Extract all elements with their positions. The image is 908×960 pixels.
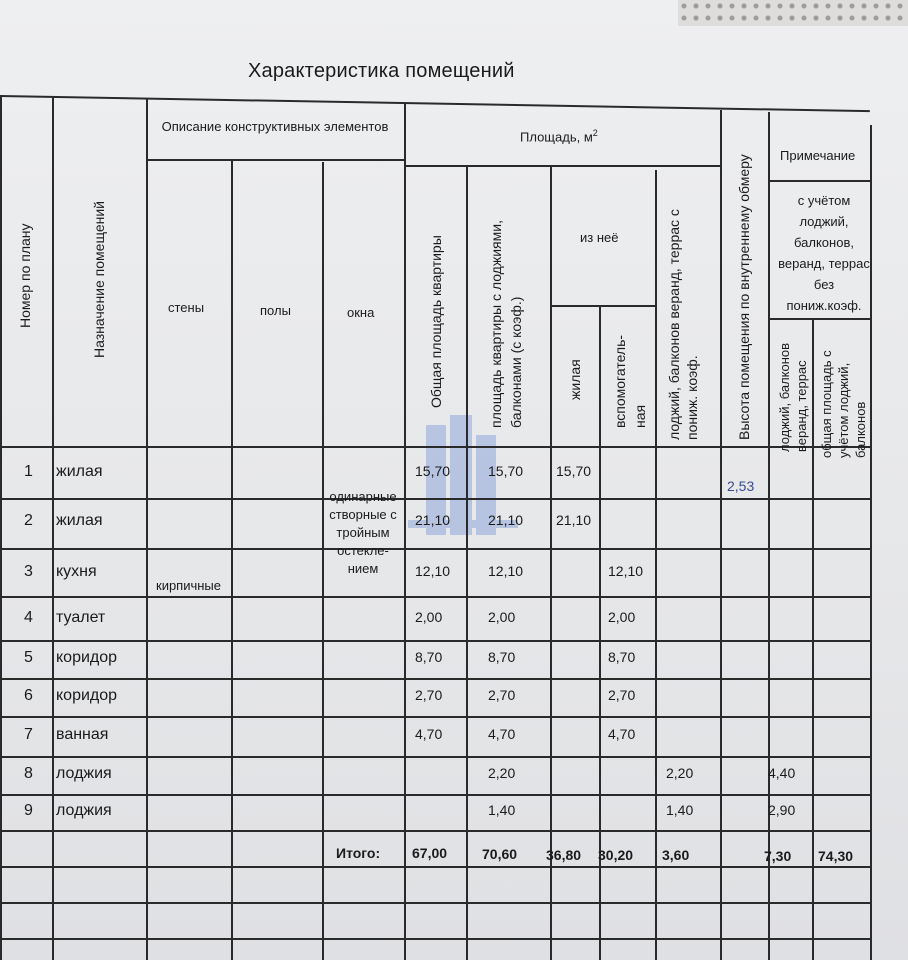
row-name: коридор <box>56 649 118 666</box>
row-number: 8 <box>24 765 33 782</box>
header-area-label: Площадь, м <box>520 129 593 145</box>
table-line <box>655 170 657 960</box>
row-area-with-loggias: 15,70 <box>488 463 524 479</box>
row-total-area: 15,70 <box>415 463 451 479</box>
row-number: 7 <box>24 726 33 743</box>
header-loggias-reduced-text: лоджий, балконов веранд, террас с пониж. коэф. <box>666 209 700 440</box>
header-area-with-loggias <box>486 188 526 428</box>
row-auxiliary-area: 4,70 <box>608 726 636 742</box>
row-auxiliary-area: 2,70 <box>608 687 636 703</box>
header-note-total-text: общая площадь с учётом лоджий, балконов <box>819 350 868 458</box>
totals-with: 70,60 <box>482 846 518 862</box>
walls-value: кирпичные <box>156 578 222 593</box>
header-walls: стены <box>168 300 205 315</box>
table-line <box>0 756 870 758</box>
header-plan-number: Номер по плану <box>17 223 33 328</box>
row-loggia-area: 1,40 <box>666 802 694 818</box>
row-note-loggias: 2,90 <box>768 802 796 818</box>
row-area-with-loggias: 2,70 <box>488 687 516 703</box>
header-loggias-reduced <box>665 180 701 440</box>
row-number: 6 <box>24 687 33 704</box>
header-floors: полы <box>260 303 291 318</box>
row-area-with-loggias: 1,40 <box>488 802 516 818</box>
row-name: кухня <box>56 563 97 580</box>
table-line <box>768 112 770 960</box>
table-line <box>0 794 870 796</box>
row-total-area: 4,70 <box>415 726 443 742</box>
table-line <box>0 548 870 550</box>
table-line <box>146 159 404 161</box>
table-line <box>812 318 814 960</box>
row-name: лоджия <box>56 802 112 819</box>
row-area-with-loggias: 8,70 <box>488 649 516 665</box>
row-number: 4 <box>24 609 33 626</box>
windows-value: одинарные створные с тройным остекле-нием <box>329 489 397 576</box>
totals-living: 36,80 <box>546 847 582 863</box>
table-line <box>550 166 552 960</box>
table-line <box>0 678 870 680</box>
table-line <box>231 160 233 960</box>
row-living-area: 15,70 <box>556 463 592 479</box>
row-name: коридор <box>56 687 118 704</box>
table-line <box>0 902 870 904</box>
row-name: жилая <box>56 463 103 480</box>
table-line <box>0 938 870 940</box>
header-auxiliary-text: вспомогатель-ная <box>612 334 648 428</box>
page-title: Характеристика помещений <box>248 60 515 82</box>
row-total-area: 8,70 <box>415 649 443 665</box>
totals-aux: 30,20 <box>598 847 634 863</box>
row-name: жилая <box>56 512 103 529</box>
totals-label: Итого: <box>336 845 381 861</box>
table-line <box>0 498 870 500</box>
row-area-with-loggias: 12,10 <box>488 563 524 579</box>
table-line <box>0 446 870 448</box>
row-total-area: 2,70 <box>415 687 443 703</box>
header-area-with-loggias-text: площадь квартиры с лоджиями, балконами (с коэф.) <box>488 220 524 428</box>
table-line <box>720 110 722 960</box>
row-name: туалет <box>56 609 106 626</box>
header-note-loggias <box>776 322 810 452</box>
row-auxiliary-area: 8,70 <box>608 649 636 665</box>
table-line <box>466 166 468 960</box>
header-of-which: из неё <box>580 230 619 245</box>
totals-loggia: 3,60 <box>662 847 690 863</box>
row-total-area: 12,10 <box>415 563 451 579</box>
row-total-area: 21,10 <box>415 512 451 528</box>
header-living: жилая <box>567 359 583 400</box>
table-line <box>0 95 870 112</box>
header-room-purpose: Назначение помещений <box>91 201 107 358</box>
totals-total: 67,00 <box>412 845 448 861</box>
totals-note-total: 74,30 <box>818 848 854 864</box>
row-name: ванная <box>56 726 109 743</box>
row-living-area: 21,10 <box>556 512 592 528</box>
row-auxiliary-area: 2,00 <box>608 609 636 625</box>
table-line <box>550 305 655 307</box>
row-number: 1 <box>24 463 33 480</box>
row-area-with-loggias: 2,20 <box>488 765 516 781</box>
table-line <box>0 866 870 868</box>
table-line <box>0 716 870 718</box>
row-number: 5 <box>24 649 33 666</box>
table-line <box>404 165 720 167</box>
header-windows: окна <box>347 305 375 320</box>
row-area-with-loggias: 21,10 <box>488 512 524 528</box>
row-total-area: 2,00 <box>415 609 443 625</box>
table-line <box>322 162 324 960</box>
header-note-loggias-text: лоджий, балконов веранд, террас <box>777 342 809 452</box>
header-area-sup: 2 <box>592 128 598 138</box>
table-line <box>768 180 870 182</box>
table-line <box>768 318 870 320</box>
header-area <box>520 128 598 144</box>
table-line <box>404 104 406 960</box>
header-note: Примечание <box>780 148 856 163</box>
header-note-sub: с учётом лоджий, балконов, веранд, террас без пониж.коэф. <box>778 193 870 313</box>
height-value: 2,53 <box>727 478 755 494</box>
row-area-with-loggias: 2,00 <box>488 609 516 625</box>
header-construction: Описание конструктивных элементов <box>161 119 389 134</box>
totals-note-loggias: 7,30 <box>764 848 792 864</box>
header-total-area: Общая площадь квартиры <box>428 235 444 408</box>
row-loggia-area: 2,20 <box>666 765 694 781</box>
table-line <box>0 830 870 832</box>
table-line <box>0 640 870 642</box>
row-note-loggias: 4,40 <box>768 765 796 781</box>
row-number: 9 <box>24 802 33 819</box>
row-area-with-loggias: 4,70 <box>488 726 516 742</box>
row-number: 3 <box>24 563 33 580</box>
header-auxiliary <box>610 318 650 428</box>
table-line <box>0 596 870 598</box>
row-name: лоджия <box>56 765 112 782</box>
header-height: Высота помещения по внутреннему обмеру <box>736 154 752 440</box>
row-auxiliary-area: 12,10 <box>608 563 644 579</box>
row-number: 2 <box>24 512 33 529</box>
header-note-total <box>818 328 869 458</box>
